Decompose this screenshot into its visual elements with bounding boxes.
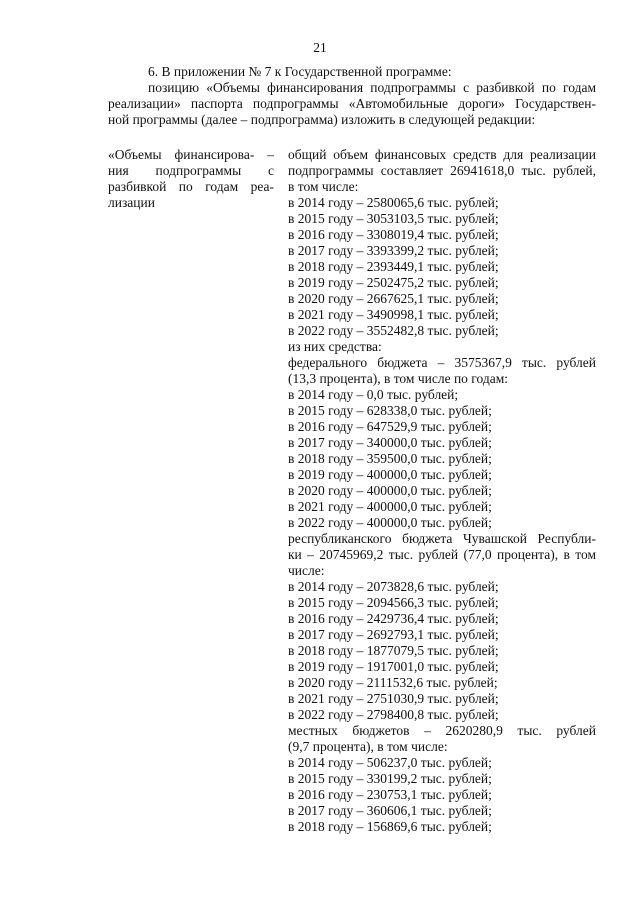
funding-line: в 2014 году – 2073828,6 тыс. рублей; [288, 579, 499, 594]
funding-line: в 2014 году – 2580065,6 тыс. рублей; [288, 195, 499, 210]
funding-line: в 2018 году – 2393449,1 тыс. рублей; [288, 259, 499, 274]
funding-line: в 2017 году – 3393399,2 тыс. рублей; [288, 243, 499, 258]
left-cell-line: лизации [108, 195, 155, 210]
funding-line: числе: [288, 563, 325, 578]
intro-line: реализации» паспорта подпрограммы «Автомобильные дороги» Государствен- [108, 96, 596, 111]
funding-line: федерального бюджета – 3575367,9 тыс. рублей [288, 355, 596, 370]
funding-line: подпрограммы составляет 26941618,0 тыс. рублей, [288, 163, 596, 178]
funding-line: в 2014 году – 0,0 тыс. рублей; [288, 387, 459, 402]
funding-line: в 2020 году – 2667625,1 тыс. рублей; [288, 291, 499, 306]
funding-line: в 2015 году – 3053103,5 тыс. рублей; [288, 211, 499, 226]
funding-line: в 2018 году – 1877079,5 тыс. рублей; [288, 643, 499, 658]
position-name-cell [108, 147, 274, 211]
left-cell-line: ния подпрограммы с [108, 163, 274, 178]
funding-line: (13,3 процента), в том числе по годам: [288, 371, 509, 386]
funding-line: в 2015 году – 330199,2 тыс. рублей; [288, 771, 492, 786]
funding-line: из них средства: [288, 339, 382, 354]
funding-line: в 2021 году – 400000,0 тыс. рублей; [288, 499, 492, 514]
intro-paragraph-2 [108, 80, 596, 128]
funding-line: в 2015 году – 628338,0 тыс. рублей; [288, 403, 492, 418]
funding-line: в 2019 году – 400000,0 тыс. рублей; [288, 467, 492, 482]
funding-line: (9,7 процента), в том числе: [288, 739, 448, 754]
intro-line: позицию «Объемы финансирования подпрограммы с разбивкой по годам [148, 80, 596, 95]
funding-line: в 2016 году – 2429736,4 тыс. рублей; [288, 611, 499, 626]
funding-line: в 2016 году – 3308019,4 тыс. рублей; [288, 227, 499, 242]
funding-line: республиканского бюджета Чувашской Республи- [288, 531, 596, 546]
funding-line: в 2017 году – 340000,0 тыс. рублей; [288, 435, 492, 450]
funding-line: в 2021 году – 2751030,9 тыс. рублей; [288, 691, 499, 706]
funding-line: ки – 20745969,2 тыс. рублей (77,0 процента), в том [288, 547, 596, 562]
funding-line: местных бюджетов – 2620280,9 тыс. рублей [288, 723, 596, 738]
funding-line: в 2019 году – 1917001,0 тыс. рублей; [288, 659, 499, 674]
funding-line: в 2014 году – 506237,0 тыс. рублей; [288, 755, 492, 770]
funding-line: в 2022 году – 2798400,8 тыс. рублей; [288, 707, 499, 722]
funding-line: в 2015 году – 2094566,3 тыс. рублей; [288, 595, 499, 610]
intro-line: ной программы (далее – подпрограмма) изложить в следующей редакции: [108, 112, 536, 127]
funding-line: общий объем финансовых средств для реализации [288, 147, 596, 162]
funding-line: в 2022 году – 3552482,8 тыс. рублей; [288, 323, 499, 338]
funding-line: в том числе: [288, 179, 359, 194]
funding-line: в 2019 году – 2502475,2 тыс. рублей; [288, 275, 499, 290]
funding-line: в 2022 году – 400000,0 тыс. рублей; [288, 515, 492, 530]
funding-details-cell [288, 147, 596, 835]
funding-line: в 2017 году – 360606,1 тыс. рублей; [288, 803, 492, 818]
funding-line: в 2018 году – 359500,0 тыс. рублей; [288, 451, 492, 466]
funding-line: в 2016 году – 647529,9 тыс. рублей; [288, 419, 492, 434]
funding-line: в 2020 году – 400000,0 тыс. рублей; [288, 483, 492, 498]
intro-text [108, 64, 596, 128]
funding-line: в 2018 году – 156869,6 тыс. рублей; [288, 819, 492, 834]
intro-paragraph-1: 6. В приложении № 7 к Государственной программе: [148, 64, 452, 79]
funding-line: в 2016 году – 230753,1 тыс. рублей; [288, 787, 492, 802]
page-number: 21 [313, 40, 327, 55]
funding-line: в 2021 году – 3490998,1 тыс. рублей; [288, 307, 499, 322]
left-cell-line: разбивкой по годам реа- [108, 179, 274, 194]
left-cell-line: «Объемы финансирова- – [108, 147, 274, 162]
funding-line: в 2017 году – 2692793,1 тыс. рублей; [288, 627, 499, 642]
funding-line: в 2020 году – 2111532,6 тыс. рублей; [288, 675, 498, 690]
